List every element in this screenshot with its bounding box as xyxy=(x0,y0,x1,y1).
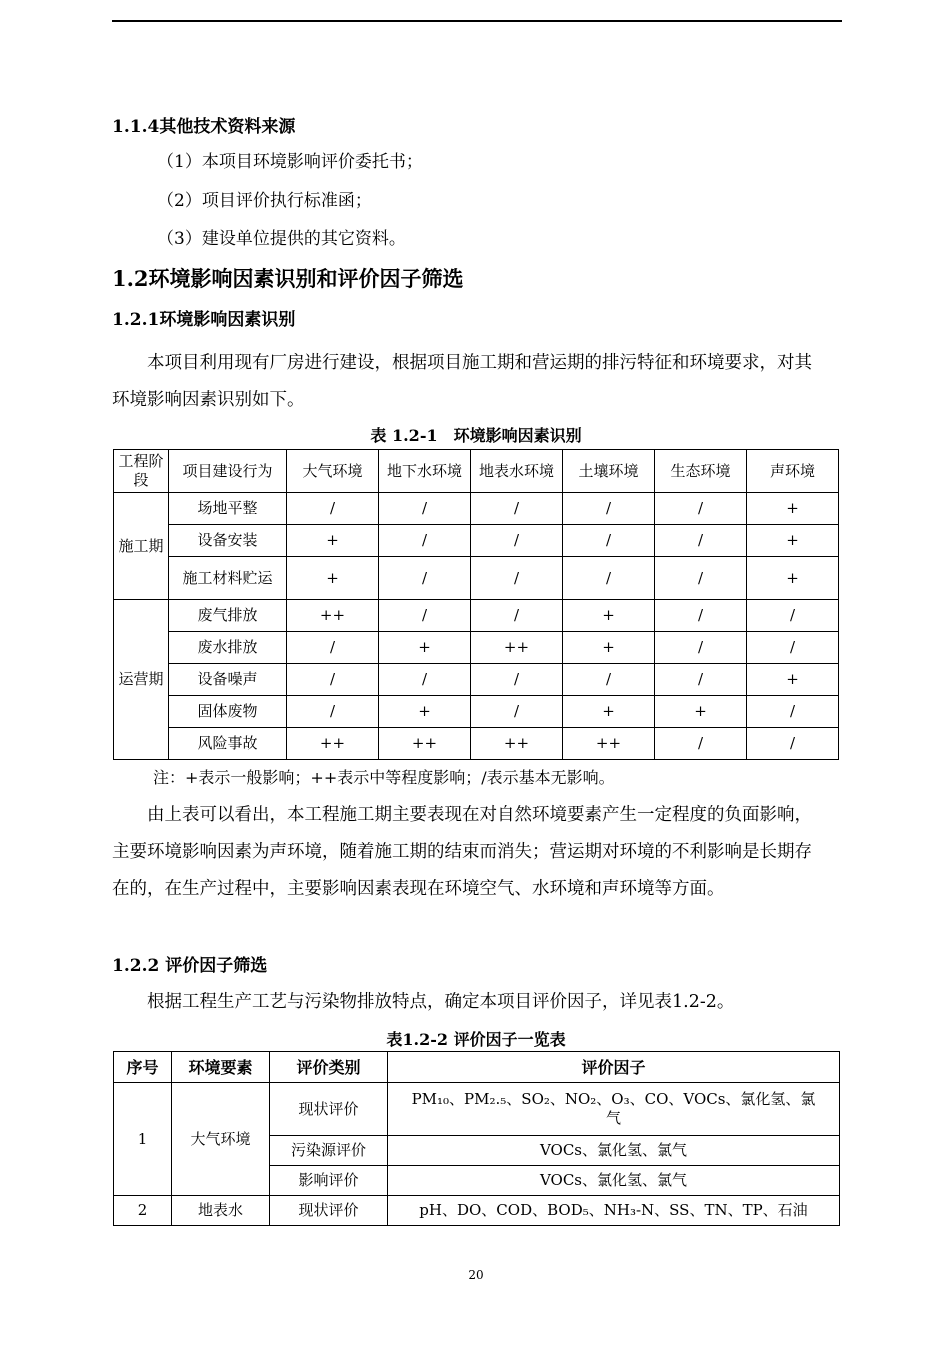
table-cell: / xyxy=(287,696,379,728)
table-cell: + xyxy=(747,664,839,696)
header-cell: 地下水环境 xyxy=(379,450,471,493)
table-cell: / xyxy=(655,525,747,557)
table-cell: + xyxy=(563,632,655,664)
action-cell: 设备噪声 xyxy=(169,664,287,696)
list-item: （1）本项目环境影响评价委托书； xyxy=(157,152,423,172)
table-cell: / xyxy=(563,493,655,525)
section-heading-1-2-2: 1.2.2 评价因子筛选 xyxy=(112,956,268,976)
table-header-row xyxy=(114,450,839,493)
table-cell: / xyxy=(471,525,563,557)
header-cell: 大气环境 xyxy=(287,450,379,493)
table-cell: / xyxy=(471,493,563,525)
table-cell: ++ xyxy=(287,728,379,760)
factor-cell: VOCs、氯化氢、氯气 xyxy=(388,1166,840,1196)
action-cell: 设备安装 xyxy=(169,525,287,557)
type-cell: 现状评价 xyxy=(270,1196,388,1226)
header-cell: 评价类别 xyxy=(270,1052,388,1083)
element-cell: 大气环境 xyxy=(172,1083,270,1196)
table-cell: + xyxy=(563,696,655,728)
list-item: （3）建设单位提供的其它资料。 xyxy=(157,229,406,249)
table-row xyxy=(114,525,839,557)
table-cell: + xyxy=(379,632,471,664)
table-cell: / xyxy=(747,696,839,728)
evaluation-factor-table xyxy=(113,1051,840,1226)
table-cell: / xyxy=(471,664,563,696)
table-cell: / xyxy=(747,632,839,664)
header-cell: 生态环境 xyxy=(655,450,747,493)
table1-caption: 表 1.2-1 环境影响因素识别 xyxy=(370,426,582,445)
table-cell: + xyxy=(747,557,839,600)
table-cell: / xyxy=(747,600,839,632)
table-cell: / xyxy=(471,600,563,632)
table-row xyxy=(114,728,839,760)
table-cell: / xyxy=(655,728,747,760)
type-cell: 影响评价 xyxy=(270,1166,388,1196)
table-cell: / xyxy=(287,664,379,696)
table2-caption: 表1.2-2 评价因子一览表 xyxy=(386,1030,566,1049)
table-cell: / xyxy=(379,600,471,632)
header-cell: 环境要素 xyxy=(172,1052,270,1083)
table-cell: + xyxy=(747,493,839,525)
table-cell: + xyxy=(747,525,839,557)
intro-paragraph: 本项目利用现有厂房进行建设，根据项目施工期和营运期的排污特征和环境要求，对其环境影响因素识别如下。 xyxy=(112,353,812,410)
impact-identification-table xyxy=(113,449,839,760)
index-cell: 2 xyxy=(114,1196,172,1226)
table-cell: / xyxy=(563,557,655,600)
table-cell: / xyxy=(379,525,471,557)
factor-cell: pH、DO、COD、BOD₅、NH₃-N、SS、TN、TP、石油 xyxy=(388,1196,840,1226)
table-cell: / xyxy=(655,632,747,664)
table-cell: ++ xyxy=(563,728,655,760)
header-cell: 声环境 xyxy=(747,450,839,493)
action-cell: 施工材料贮运 xyxy=(169,557,287,600)
action-cell: 场地平整 xyxy=(169,493,287,525)
table-cell: + xyxy=(287,557,379,600)
table-cell: + xyxy=(563,600,655,632)
table-row xyxy=(114,557,839,600)
table-cell: ++ xyxy=(471,632,563,664)
factor-cell: VOCs、氯化氢、氯气 xyxy=(388,1136,840,1166)
table-cell: / xyxy=(379,557,471,600)
table-row xyxy=(114,664,839,696)
index-cell: 1 xyxy=(114,1083,172,1196)
action-cell: 风险事故 xyxy=(169,728,287,760)
section-heading-1-1-4: 1.1.4其他技术资料来源 xyxy=(112,117,296,137)
stage-cell: 施工期 xyxy=(114,493,169,600)
table-row xyxy=(114,632,839,664)
element-cell: 地表水 xyxy=(172,1196,270,1226)
table-cell: / xyxy=(563,664,655,696)
table-row xyxy=(114,696,839,728)
table-cell: / xyxy=(563,525,655,557)
factor-paragraph: 根据工程生产工艺与污染物排放特点，确定本项目评价因子，详见表1.2-2。 xyxy=(147,992,735,1012)
header-cell: 序号 xyxy=(114,1052,172,1083)
factor-cell: PM₁₀、PM₂.₅、SO₂、NO₂、O₃、CO、VOCs、氯化氢、氯气 xyxy=(388,1083,840,1136)
table-row xyxy=(114,493,839,525)
stage-cell: 运营期 xyxy=(114,600,169,760)
table-cell: / xyxy=(379,493,471,525)
header-cell: 工程阶段 xyxy=(114,450,169,493)
table-cell: / xyxy=(379,664,471,696)
table-header-row xyxy=(114,1052,840,1083)
table-cell: / xyxy=(287,493,379,525)
page-number: 20 xyxy=(468,1268,484,1282)
header-cell: 项目建设行为 xyxy=(169,450,287,493)
table-cell: / xyxy=(655,493,747,525)
section-heading-1-2-1: 1.2.1环境影响因素识别 xyxy=(112,310,296,330)
section-heading-1-2: 1.2环境影响因素识别和评价因子筛选 xyxy=(112,266,464,291)
action-cell: 废气排放 xyxy=(169,600,287,632)
analysis-paragraph: 由上表可以看出，本工程施工期主要表现在对自然环境要素产生一定程度的负面影响，主要环境影响因素为声环境，随着施工期的结束而消失；营运期对环境的不利影响是长期存在的，在生产过程中，主要影响因素表现在环境空气、水环境和声环境等方面。 xyxy=(112,805,812,899)
table-cell: / xyxy=(655,557,747,600)
list-item: （2）项目评价执行标准函； xyxy=(157,191,372,211)
table1-note: 注：+表示一般影响；++表示中等程度影响；/表示基本无影响。 xyxy=(153,768,615,787)
table-cell: / xyxy=(287,632,379,664)
table-cell: / xyxy=(747,728,839,760)
table-cell: ++ xyxy=(471,728,563,760)
header-cell: 土壤环境 xyxy=(563,450,655,493)
table-cell: / xyxy=(471,696,563,728)
header-cell: 地表水环境 xyxy=(471,450,563,493)
table-row xyxy=(114,600,839,632)
table-cell: / xyxy=(655,600,747,632)
table-cell: / xyxy=(655,664,747,696)
type-cell: 现状评价 xyxy=(270,1083,388,1136)
table-cell: ++ xyxy=(287,600,379,632)
header-cell: 评价因子 xyxy=(388,1052,840,1083)
table-cell: ++ xyxy=(379,728,471,760)
action-cell: 废水排放 xyxy=(169,632,287,664)
table-row xyxy=(114,1196,840,1226)
table-cell: + xyxy=(287,525,379,557)
header-rule xyxy=(112,20,842,22)
table-row xyxy=(114,1083,840,1136)
table-cell: / xyxy=(471,557,563,600)
action-cell: 固体废物 xyxy=(169,696,287,728)
table-cell: + xyxy=(379,696,471,728)
type-cell: 污染源评价 xyxy=(270,1136,388,1166)
table-cell: + xyxy=(655,696,747,728)
